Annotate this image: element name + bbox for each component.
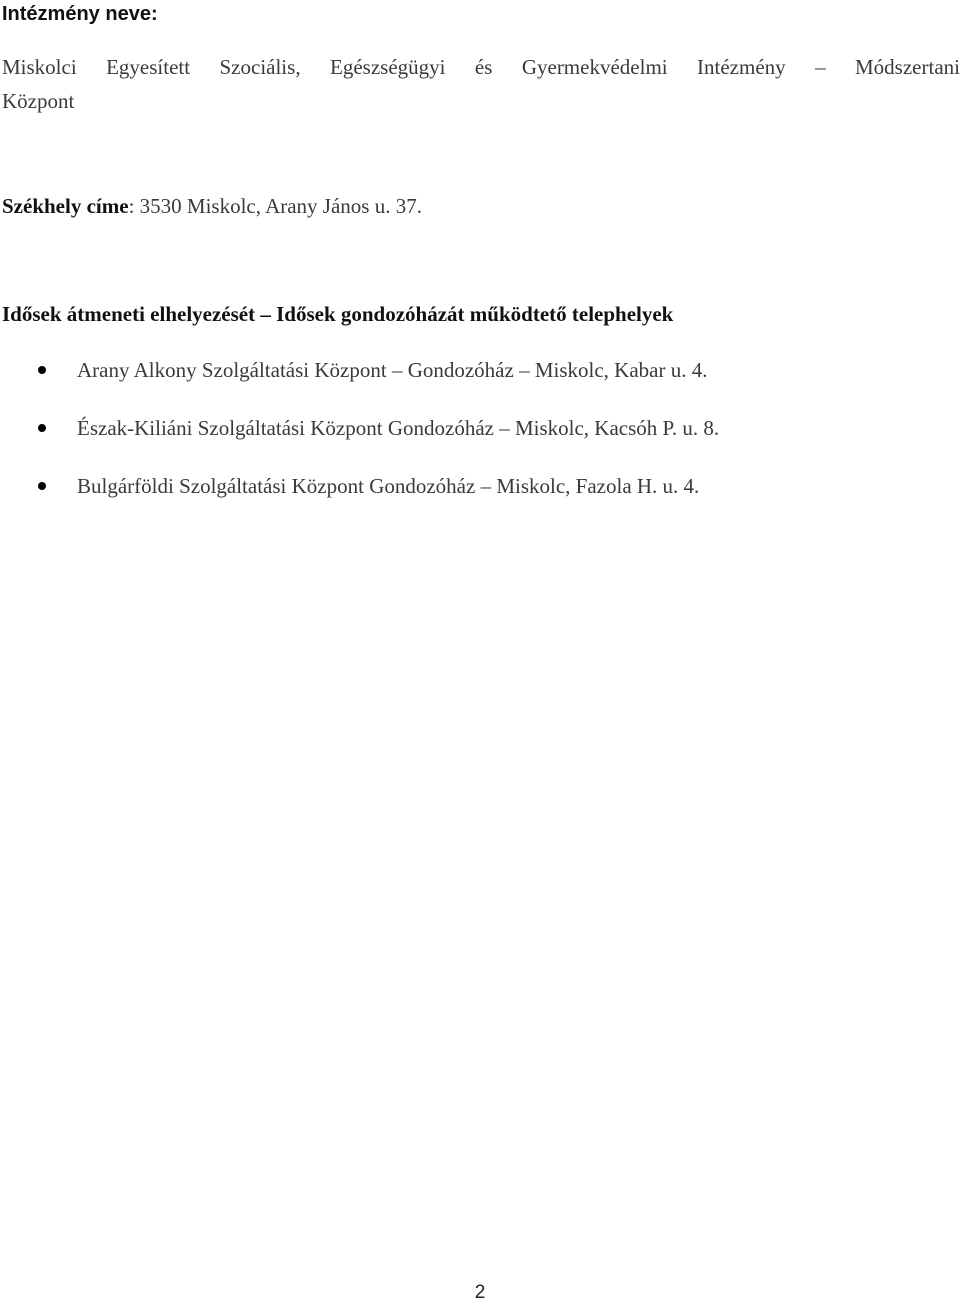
seat-address-separator: : <box>128 194 135 218</box>
institution-name <box>2 50 960 118</box>
institution-name-word: Miskolci <box>2 55 77 79</box>
seat-address-label: Székhely címe <box>2 194 129 218</box>
institution-name-word: Gyermekvédelmi <box>521 55 668 79</box>
institution-name-word: és <box>474 55 493 79</box>
institution-name-word: Módszertani <box>855 55 960 79</box>
institution-name-heading: Intézmény neve: <box>2 3 158 25</box>
institution-name-word: Egyesített <box>106 55 191 79</box>
site-item-text: Észak-Kiliáni Szolgáltatási Központ Gondozóház – Miskolc, Kacsóh P. u. 8. <box>77 416 720 440</box>
institution-name-word: Egészségügyi <box>330 55 446 79</box>
institution-name-dash: – <box>815 55 826 79</box>
site-item-text: Bulgárföldi Szolgáltatási Központ Gondozóház – Miskolc, Fazola H. u. 4. <box>77 474 700 498</box>
sites-heading: Idősek átmeneti elhelyezését – Idősek gondozóházát működtető telephelyek <box>2 302 674 326</box>
seat-address <box>2 192 422 220</box>
seat-address-value: 3530 Miskolc, Arany János u. 37. <box>134 194 422 218</box>
institution-name-line2: Központ <box>2 89 75 113</box>
bullet-icon <box>38 482 46 490</box>
page-number: 2 <box>474 1282 486 1303</box>
institution-name-word: Intézmény <box>697 55 786 79</box>
institution-name-line1 <box>2 50 960 84</box>
site-item-text: Arany Alkony Szolgáltatási Központ – Gondozóház – Miskolc, Kabar u. 4. <box>77 358 708 382</box>
bullet-icon <box>38 366 46 374</box>
institution-name-word: Szociális, <box>219 55 301 79</box>
bullet-icon <box>38 424 46 432</box>
